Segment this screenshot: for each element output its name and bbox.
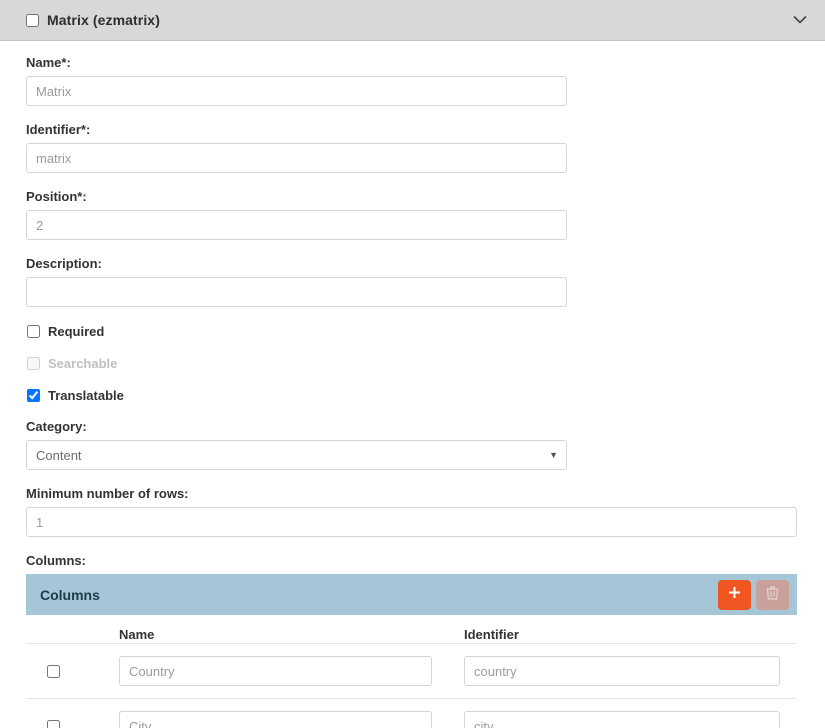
field-name bbox=[26, 55, 797, 106]
row-name-cell bbox=[119, 711, 464, 728]
category-select-value: Content bbox=[26, 440, 567, 470]
panel-header[interactable] bbox=[0, 0, 825, 41]
columns-table-header bbox=[26, 615, 797, 643]
field-category bbox=[26, 419, 797, 470]
searchable-checkbox bbox=[27, 357, 40, 370]
column-identifier-input[interactable] bbox=[464, 656, 780, 686]
column-name-input[interactable] bbox=[119, 656, 432, 686]
table-row bbox=[26, 643, 797, 698]
description-label: Description: bbox=[26, 256, 102, 271]
identifier-input[interactable] bbox=[26, 143, 567, 173]
chevron-down-icon: ▼ bbox=[549, 450, 558, 460]
columns-table bbox=[26, 615, 797, 728]
column-identifier-input[interactable] bbox=[464, 711, 780, 728]
row-name-cell bbox=[119, 656, 464, 686]
field-min-rows bbox=[26, 486, 797, 537]
columns-panel-title: Columns bbox=[40, 586, 100, 603]
columns-panel bbox=[26, 574, 797, 728]
chevron-down-icon[interactable] bbox=[793, 14, 807, 27]
columns-label: Columns: bbox=[26, 553, 86, 568]
panel-body bbox=[0, 41, 825, 728]
category-label: Category: bbox=[26, 419, 87, 434]
columns-header-identifier: Identifier bbox=[464, 626, 519, 642]
position-input[interactable] bbox=[26, 210, 567, 240]
column-name-input[interactable] bbox=[119, 711, 432, 728]
trash-icon bbox=[766, 586, 779, 604]
row-identifier-cell bbox=[464, 656, 797, 686]
required-checkbox[interactable] bbox=[27, 325, 40, 338]
translatable-checkbox-row[interactable] bbox=[26, 387, 797, 403]
searchable-checkbox-row bbox=[26, 355, 797, 371]
translatable-label: Translatable bbox=[48, 387, 124, 403]
required-label: Required bbox=[48, 323, 105, 339]
name-input[interactable] bbox=[26, 76, 567, 106]
position-label: Position*: bbox=[26, 189, 87, 204]
add-column-button[interactable] bbox=[718, 580, 751, 610]
field-identifier bbox=[26, 122, 797, 173]
required-checkbox-row[interactable] bbox=[26, 323, 797, 339]
row-select-cell bbox=[26, 665, 119, 678]
translatable-checkbox[interactable] bbox=[27, 389, 40, 402]
panel-select-checkbox[interactable] bbox=[26, 14, 39, 27]
row-select-checkbox[interactable] bbox=[47, 720, 60, 728]
columns-toolbar bbox=[718, 580, 789, 610]
row-identifier-cell bbox=[464, 711, 797, 728]
row-select-cell bbox=[26, 720, 119, 728]
searchable-label: Searchable bbox=[48, 355, 118, 371]
page-title: Matrix (ezmatrix) bbox=[47, 12, 160, 28]
field-description bbox=[26, 256, 797, 307]
identifier-label: Identifier*: bbox=[26, 122, 91, 137]
plus-icon bbox=[728, 586, 741, 603]
description-input[interactable] bbox=[26, 277, 567, 307]
delete-column-button[interactable] bbox=[756, 580, 789, 610]
min-rows-input[interactable] bbox=[26, 507, 797, 537]
columns-panel-header bbox=[26, 574, 797, 615]
min-rows-label: Minimum number of rows: bbox=[26, 486, 189, 501]
name-label: Name*: bbox=[26, 55, 71, 70]
columns-section bbox=[26, 553, 797, 728]
field-position bbox=[26, 189, 797, 240]
columns-header-name: Name bbox=[119, 626, 155, 642]
category-select[interactable] bbox=[26, 440, 567, 470]
row-select-checkbox[interactable] bbox=[47, 665, 60, 678]
table-row bbox=[26, 698, 797, 728]
